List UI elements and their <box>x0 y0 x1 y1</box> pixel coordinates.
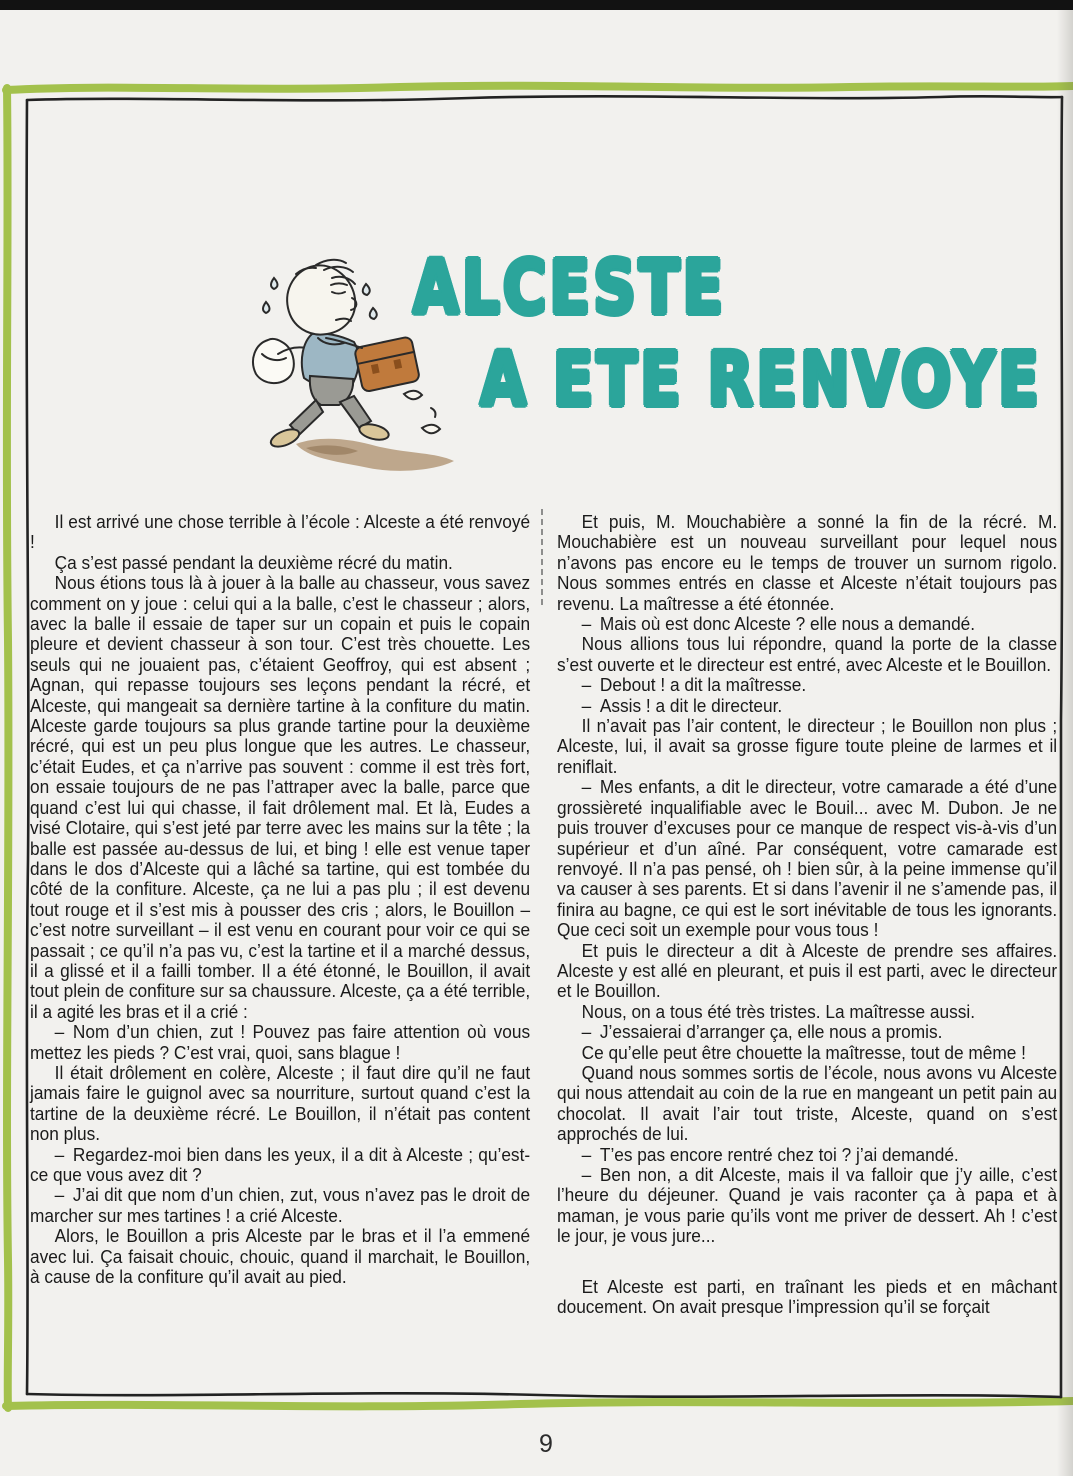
paragraph: Quand nous sommes sortis de l’école, nous avons vu Alceste qui nous attendait au coin de la rue en mangeant un petit pain au chocolat. Il avait l’air tout triste, Alceste, quand on s’est approchés de lui. <box>557 1062 1058 1145</box>
chapter-title <box>413 245 1042 423</box>
ground-shadow <box>296 439 454 471</box>
text-column-right <box>557 512 1057 1317</box>
paragraph: – J’ai dit que nom d’un chien, zut, vous n’avez pas le droit de marcher sur mes tartines ! a crié Alceste. <box>30 1185 531 1226</box>
paragraph: Il n’avait pas l’air content, le directeur ; le Bouillon non plus ; Alceste, lui, il avait sa grosse figure toute pleine de larmes et il reniflait. <box>557 716 1058 777</box>
paragraph: – J’essaierai d’arranger ça, elle nous a promis. <box>581 1022 943 1043</box>
text-column-left <box>30 512 530 1287</box>
paragraph: Et Alceste est parti, en traînant les pieds et en mâchant doucement. On avait presque l’impression qu’il se forçait <box>557 1276 1058 1318</box>
paragraph: Ça s’est passé pendant la deuxième récré du matin. <box>54 552 453 573</box>
paragraph: – Assis ! a dit le directeur. <box>581 695 783 716</box>
paragraph: Nous étions tous là à jouer à la balle au chasseur, vous savez comment on y joue : celui qui a la balle, c’est le chasseur ; alors, avec la balle il essaie de taper sur un copain et puis le copain pleure et devient chasseur à son tour. C’est très chouette. Les seuls qui ne jouaient pas, c’étaient Geoffroy, qui est absent ; Agnan, qui repasse toujours ses leçons pendant la récré, et Alceste, qui mangeait sa dernière tartine à la confiture du matin. Alceste garde toujours sa plus grande tartine pour la deuxième récré, qui est un peu plus longue que les autres. Le chasseur, c’était Eudes, et ça n’arrive pas souvent : comme il est très fort, on essaie toujours de ne pas l’attraper avec la balle, parce que quand c’est lui qui chasse, il fait drôlement mal. Et là, Eudes a visé Clotaire, qui s’est jeté par terre avec les mains sur la tête ; la balle est passée au-dessus de lui, et bing ! elle est venue taper dans le dos d’Alceste qui a lâché sa tartine, qui est tombée du côté de la confiture. Alceste, ça ne lui a pas plu ; il est devenu tout rouge et il s’est mis à pousser des cris ; alors, le Bouillon – c’est notre surveillant – il est venu en courant pour voir ce qui se passait ; ce qu’il n’a pas vu, c’est la tartine et il a marché dessus, il a glissé et il a failli tomber. Il a été étonné, le Bouillon, il avait tout plein de confiture sur sa chaussure. Alceste, ça a été terrible, il a agité les bras et il a crié : <box>30 573 531 1022</box>
paragraph: – Mais où est donc Alceste ? elle nous a demandé. <box>581 614 976 635</box>
paragraph: – Regardez-moi bien dans les yeux, il a dit à Alceste ; qu’est-ce que vous avez dit ? <box>30 1144 531 1185</box>
paragraph: – Nom d’un chien, zut ! Pouvez pas faire attention où vous mettez les pieds ? C’est vrai, quoi, sans blague ! <box>30 1022 531 1063</box>
paragraph: Il était drôlement en colère, Alceste ; il faut dire qu’il ne faut jamais faire le guignol avec sa nourriture, surtout quand c’est la tartine de la deuxième récré. Le Bouillon, il n’était pas content non plus. <box>30 1062 531 1145</box>
paragraph: Et puis, M. Mouchabière a sonné la fin de la récré. M. Mouchabière est un nouveau surveillant pour lequel nous n’avons pas encore eu le temps de trouver un surnom rigolo. Nous sommes entrés en classe et Alceste n’était toujours pas revenu. La maîtresse a été étonnée. <box>557 512 1058 614</box>
paragraph: – T’es pas encore rentré chez toi ? j’ai demandé. <box>581 1144 959 1165</box>
paragraph: Alors, le Bouillon a pris Alceste par le bras et il l’a emmené avec lui. Ça faisait chouic, chouic, quand il marchait, le Bouillon, à cause de la confiture qu’il avait au pied. <box>30 1226 531 1288</box>
paragraph: Et puis le directeur a dit à Alceste de prendre ses affaires. Alceste y est allé en pleurant, et puis il est parti, avec le directeur et le Bouillon. <box>557 940 1058 1002</box>
paragraph: Nous, on a tous été très tristes. La maîtresse aussi. <box>581 1001 976 1022</box>
paragraph: Ce qu’elle peut être chouette la maîtresse, tout de même ! <box>581 1042 1026 1063</box>
paragraph: Nous allions tous lui répondre, quand la porte de la classe s’est ouverte et le directeur est entré, avec Alceste et le Bouillon. <box>557 634 1058 675</box>
paragraph: – Debout ! a dit la maîtresse. <box>581 675 807 696</box>
paragraph: Il est arrivé une chose terrible à l’école : Alceste a été renvoyé ! <box>30 512 531 553</box>
column-divider <box>541 509 543 605</box>
paragraph: – Ben non, a dit Alceste, mais il va falloir que j’y aille, c’est l’heure du déjeuner. Quand je vais raconter ça à papa et à maman, je vous parie qu’ils vont me priver de dessert. Ah ! c’est le jour, je vous jure... <box>557 1165 1058 1247</box>
chapter-title-line2: A ETE RENVOYE <box>480 337 1042 423</box>
chapter-title-line1: ALCESTE <box>413 245 727 331</box>
page-number: 9 <box>539 1430 553 1458</box>
paragraph: – Mes enfants, a dit le directeur, votre camarade a été d’une grossièreté inqualifiable avec le Bouil... avec M. Dubon. Je ne puis trouver d’excuses pour ce manque de respect vis-à-vis d’un supérieur et d’un aîné. Par conséquent, votre camarade est renvoyé. Il n’a pas pensé, oh ! bien sûr, à la peine immense qu’il va causer à ses parents. Et si dans l’avenir il ne s’amende pas, il finira au bagne, ce qui est le sort inévitable de tous les ignorants. Que ceci soit un exemple pour vous tous ! <box>557 777 1058 941</box>
